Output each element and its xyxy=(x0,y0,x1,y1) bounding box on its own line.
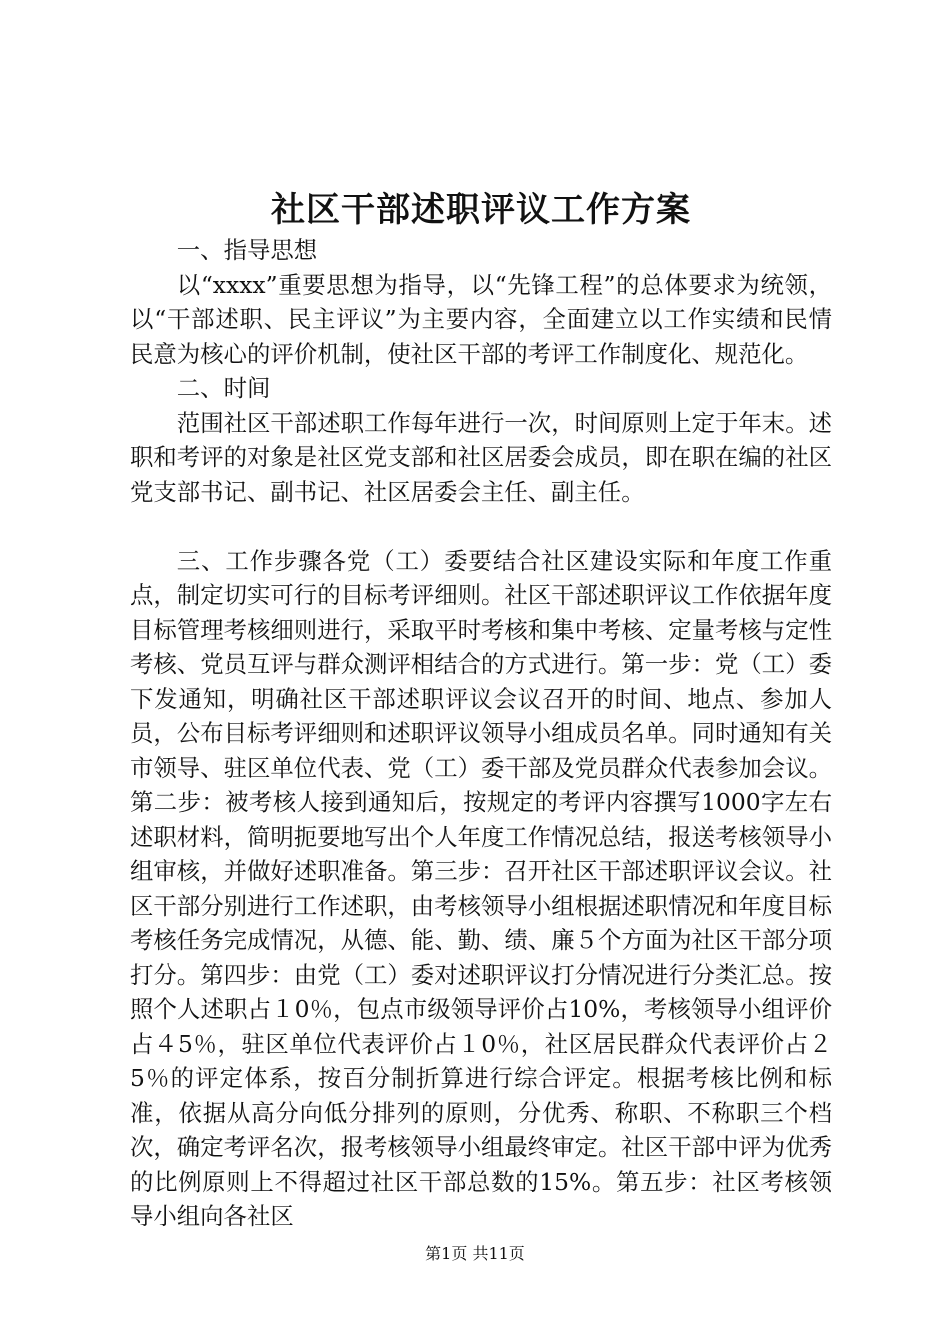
paragraph-spacer xyxy=(130,509,832,544)
section-paragraph-time: 范围社区干部述职工作每年进行一次，时间原则上定于年末。述职和考评的对象是社区党支部和社区居委会成员，即在职在编的社区党支部书记、副书记、社区居委会主任、副主任。 xyxy=(130,408,832,506)
document-body xyxy=(130,233,832,1234)
section-heading-guiding-thought: 一、指导思想 xyxy=(176,236,318,264)
section-heading-time: 二、时间 xyxy=(176,374,271,402)
page-number-footer: 第1页 共11页 xyxy=(425,1244,525,1263)
document-title: 社区干部述职评议工作方案 xyxy=(271,190,691,230)
section-paragraph-work-steps: 三、工作步骤各党（工）委要结合社区建设实际和年度工作重点，制定切实可行的目标考评细则。社区干部述职评议工作依据年度目标管理考核细则进行，采取平时考核和集中考核、定量考核与定性考核、党员互评与群众测评相结合的方式进行。第一步：党（工）委下发通知，明确社区干部述职评议会议召开的时间、地点、参加人员，公布目标考评细则和述职评议领导小组成员名单。同时通知有关市领导、驻区单位代表、党（工）委干部及党员群众代表参加会议。第二步：被考核人接到通知后，按规定的考评内容撰写1000字左右述职材料，简明扼要地写出个人年度工作情况总结，报送考核领导小组审核，并做好述职准备。第三步：召开社区干部述职评议会议。社区干部分别进行工作述职，由考核领导小组根据述职情况和年度目标考核任务完成情况，从德、能、勤、绩、廉５个方面为社区干部分项打分。第四步：由党（工）委对述职评议打分情况进行分类汇总。按照个人述职占１0％，包点市级领导评价占10%，考核领导小组评价占４5％，驻区单位代表评价占１0％，社区居民群众代表评价占２5％的评定体系，按百分制折算进行综合评定。根据考核比例和标准，依据从高分向低分排列的原则，分优秀、称职、不称职三个档次，确定考评名次，报考核领导小组最终审定。社区干部中评为优秀的比例原则上不得超过社区干部总数的15%。第五步：社区考核领导小组向各社区 xyxy=(130,546,832,1230)
section-paragraph-guiding-thought: 以“xxxx”重要思想为指导，以“先锋工程”的总体要求为统领，以“干部述职、民主评议”为主要内容，全面建立以工作实绩和民情民意为核心的评价机制，使社区干部的考评工作制度化、规范化。 xyxy=(130,270,832,368)
